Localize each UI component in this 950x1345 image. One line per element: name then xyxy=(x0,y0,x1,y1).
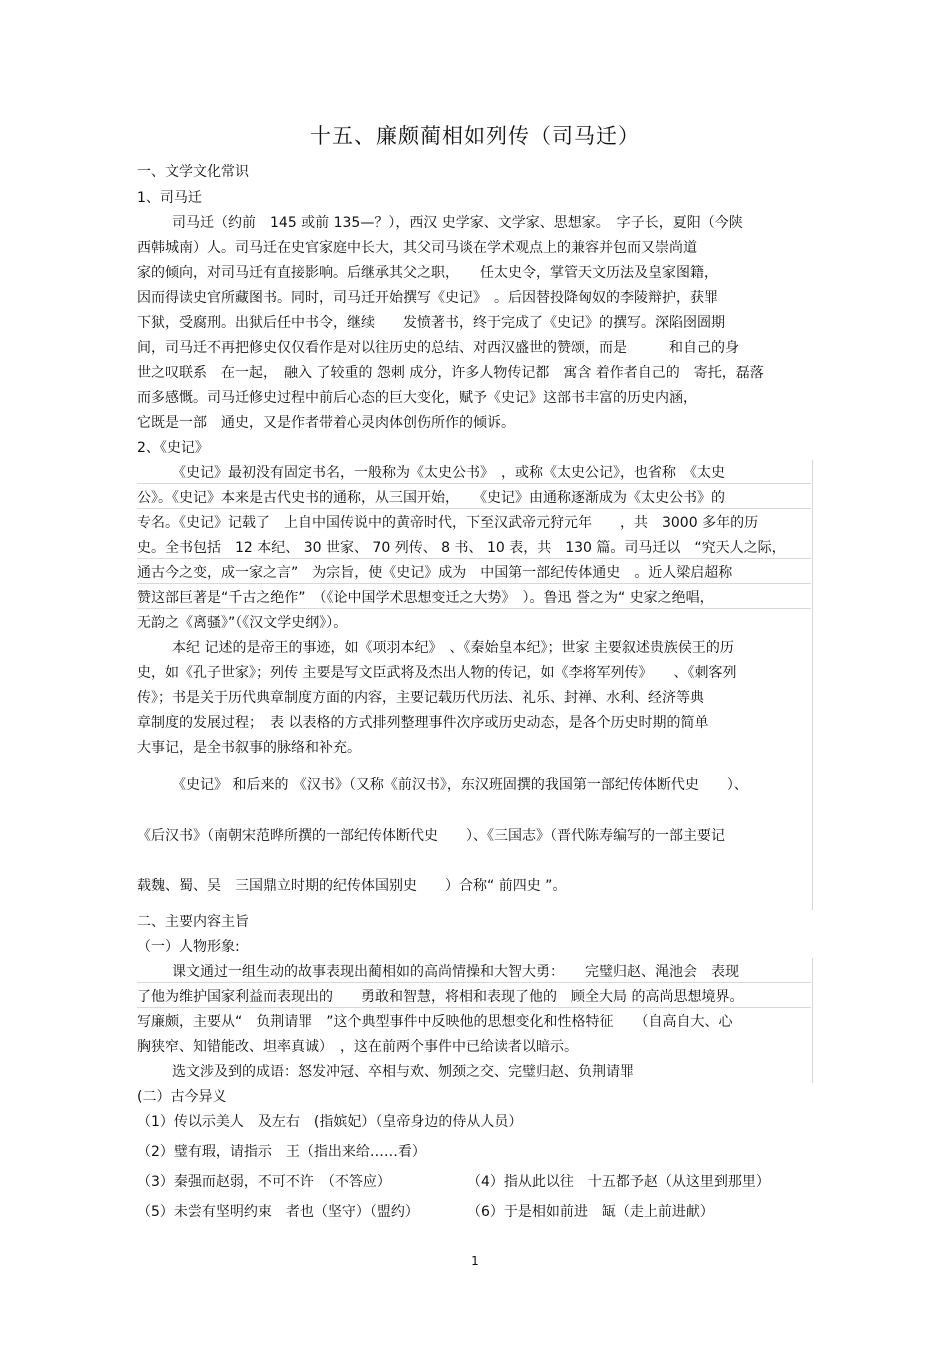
text-line: 西韩城南）人。司马迁在史官家庭中长大，其父司马谈在学术观点上的兼容并包而又崇尚道 xyxy=(137,240,697,256)
divider xyxy=(137,982,811,983)
text-line: 家的倾向，对司马迁有直接影响。后继承其父之职， 任太史令，掌管天文历法及皇家图籍， xyxy=(137,265,718,281)
subsection-heading: （一）人物形象: xyxy=(137,939,240,955)
list-item: （4）指从此以往 十五都予赵（从这里到那里） xyxy=(467,1174,770,1190)
text-line: 史，如《孔子世家》；列传 主要是写文臣武将及杰出人物的传记，如《李将军列传》 、《刺客列 xyxy=(137,665,737,681)
text-line: 间，司马迁不再把修史仅仅看作是对以往历史的总结、对西汉盛世的赞颂，而是 和自己的身 xyxy=(137,340,739,356)
text-line: 《后汉书》（南朝宋范晔所撰的一部纪传体断代史 ）、《三国志》（晋代陈寿编写的一部主要记 xyxy=(137,828,725,844)
text-line: 胸狭窄、知错能改、坦率真诚） ，这在前两个事件中已给读者以暗示。 xyxy=(137,1039,578,1055)
page-number: 1 xyxy=(471,1254,479,1268)
text-line: 大事记，是全书叙事的脉络和补充。 xyxy=(137,740,361,756)
text-line: 通古今之变，成一家之言” 为宗旨，使《史记》成为 中国第一部纪传体通史 。近人梁启超称 xyxy=(137,565,733,581)
section-heading-2: 二、主要内容主旨 xyxy=(137,914,249,930)
page-title: 十五、廉颇蔺相如列传（司马迁） xyxy=(310,124,640,148)
text-line: 司马迁（约前 145 或前 135—？），西汉 史学家、文学家、思想家。 字子长，夏阳（今陕 xyxy=(172,215,743,231)
text-line: 它既是一部 通史，又是作者带着心灵肉体创伤所作的倾诉。 xyxy=(137,415,515,431)
text-line: 传》；书是关于历代典章制度方面的内容，主要记载历代历法、礼乐、封禅、水利、经济等典 xyxy=(137,690,704,706)
text-line: 选文涉及到的成语：怒发冲冠、卒相与欢、刎颈之交、完璧归赵、负荆请罪 xyxy=(172,1064,634,1080)
list-item: （6）于是相如前进 缻（走上前进献） xyxy=(467,1204,714,1220)
text-line: 而多感慨。司马迁修史过程中前后心态的巨大变化，赋予《史记》这部书丰富的历史内涵， xyxy=(137,390,697,406)
subsection-heading: (二）古今异义 xyxy=(137,1089,227,1105)
divider xyxy=(137,583,811,584)
divider xyxy=(137,608,811,609)
text-line: 因而得读史官所藏图书。同时，司马迁开始撰写《史记》 。后因替投降匈奴的李陵辩护，获罪 xyxy=(137,290,718,306)
text-line: 公》。《史记》本来是古代史书的通称，从三国开始， 《史记》由通称逐渐成为《太史公书》的 xyxy=(137,490,725,506)
text-line: 专名。《史记》记载了 上自中国传说中的黄帝时代，下至汉武帝元狩元年 ，共 3000 多年的历 xyxy=(137,515,759,531)
text-line: 史。全书包括 12 本纪、 30 世家、 70 列传、 8 书、 10 表，共 130 篇。司马迁以 “究天人之际， xyxy=(137,540,786,556)
text-line: 章制度的发展过程； 表 以表格的方式排列整理事件次序或历史动态，是各个历史时期的简单 xyxy=(137,715,709,731)
list-item: （5）未尝有坚明约束 者也（坚守）（盟约） xyxy=(137,1204,419,1220)
divider xyxy=(812,460,813,910)
text-line: 无韵之《离骚》”（《汉文学史纲》）。 xyxy=(137,615,348,631)
text-line: 《史记》最初没有固定书名，一般称为《太史公书》 ，或称《太史公记》，也省称 《太史 xyxy=(172,465,725,481)
text-line: 写廉颇，主要从“ 负荆请罪 ”这个典型事件中反映他的思想变化和性格特征 （自高自大、心 xyxy=(137,1014,733,1030)
text-line: 本纪 记述的是帝王的事迹，如《项羽本纪》 、《秦始皇本纪》；世家 主要叙述贵族侯王的历 xyxy=(172,640,734,656)
text-line: 世之叹联系 在一起， 融入 了较重的 怨刺 成分，许多人物传记都 寓含 着作者自己的 寄托，磊落 xyxy=(137,365,764,381)
divider xyxy=(137,508,811,509)
subsection-heading: 2、《史记》 xyxy=(137,440,209,456)
text-line: 下狱，受腐刑。出狱后任中书令，继续 发愤著书，终于完成了《史记》的撰写。深陷囹圄期 xyxy=(137,315,725,331)
divider xyxy=(137,483,811,484)
text-line: 了他为维护国家利益而表现出的 勇敢和智慧，将相和表现了他的 顾全大局 的高尚思想境界。 xyxy=(137,989,744,1005)
text-line: 载魏、蜀、吴 三国鼎立时期的纪传体国别史 ）合称“ 前四史 ”。 xyxy=(137,878,567,894)
divider xyxy=(812,958,813,1083)
list-item: （1）传以示美人 及左右 (指嫔妃）（皇帝身边的侍从人员） xyxy=(137,1114,523,1130)
subsection-heading: 1、司马迁 xyxy=(137,190,202,206)
text-line: 课文通过一组生动的故事表现出蔺相如的高尚情操和大智大勇： 完璧归赵、渑池会 表现 xyxy=(172,964,739,980)
divider xyxy=(137,558,811,559)
list-item: （3）秦强而赵弱，不可不许 （不答应） xyxy=(137,1174,391,1190)
divider xyxy=(137,1007,811,1008)
text-line: 《史记》 和后来的 《汉书》（又称《前汉书》，东汉班固撰的我国第一部纪传体断代史 ）、 xyxy=(172,777,748,793)
text-line: 赞这部巨著是“千古之绝作” （《论中国学术思想变迁之大势》 ）。鲁迅 誉之为“ 史家之绝唱， xyxy=(137,590,714,606)
section-heading-1: 一、文学文化常识 xyxy=(137,164,249,180)
list-item: （2）璧有瑕，请指示 王（指出来给……看） xyxy=(137,1144,426,1160)
